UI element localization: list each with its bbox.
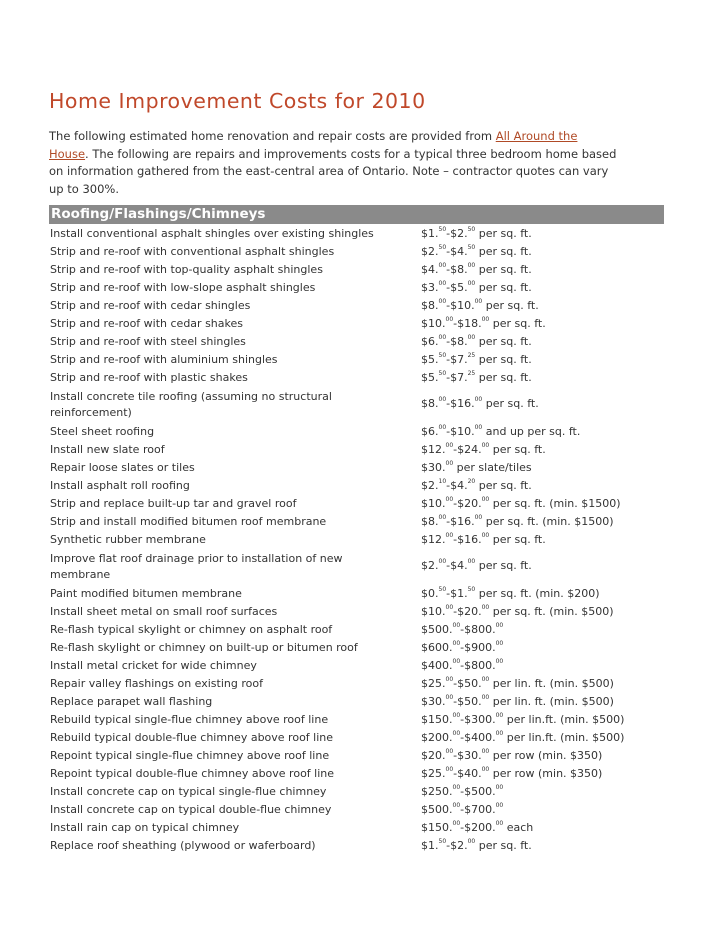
item-description: Install concrete cap on typical single-flue chimney	[50, 785, 327, 798]
item-description: Strip and re-roof with plastic shakes	[50, 371, 248, 384]
item-cost	[421, 317, 546, 330]
item-cost	[421, 695, 614, 708]
item-cost	[421, 263, 532, 276]
cost-text: $12.	[421, 443, 446, 456]
cost-text: $2.	[421, 559, 439, 572]
item-cost	[421, 461, 532, 474]
cost-cents: 00	[445, 460, 454, 467]
cost-cents: 00	[438, 298, 447, 305]
table-row	[49, 639, 664, 657]
item-description: Rebuild typical double-flue chimney above roof line	[50, 731, 334, 744]
item-description: Install sheet metal on small roof surfaces	[50, 605, 278, 618]
cost-text: -$10.	[446, 299, 475, 312]
cost-cents: 00	[481, 496, 490, 503]
cost-text: -$16.	[446, 397, 475, 410]
item-cost	[421, 587, 600, 600]
cost-text: per sq. ft.	[475, 227, 532, 240]
table-row	[49, 387, 664, 423]
cost-cents: 50	[467, 226, 476, 233]
cost-cents: 10	[438, 478, 447, 485]
cost-text: $8.	[421, 397, 439, 410]
cost-cents: 00	[481, 766, 490, 773]
intro-line-2	[49, 146, 669, 164]
cost-text: $3.	[421, 281, 439, 294]
item-cost	[421, 659, 503, 672]
cost-text: each	[503, 821, 534, 834]
cost-text: -$8.	[446, 335, 468, 348]
cost-cents: 00	[445, 604, 454, 611]
cost-cents: 00	[445, 748, 454, 755]
cost-cents: 50	[467, 586, 476, 593]
item-cost	[421, 785, 503, 798]
item-cost	[421, 353, 532, 366]
cost-cents: 00	[445, 532, 454, 539]
item-description: Repoint typical double-flue chimney above roof line	[50, 767, 335, 780]
item-cost	[421, 731, 624, 744]
cost-text: -$5.	[446, 281, 468, 294]
cost-text: $25.	[421, 677, 446, 690]
cost-text: $1.	[421, 227, 439, 240]
cost-text: -$900.	[460, 641, 496, 654]
item-cost	[421, 425, 580, 438]
cost-cents: 00	[438, 396, 447, 403]
cost-text: per sq. ft.	[482, 299, 539, 312]
table-row	[49, 225, 664, 243]
item-description: Repair valley flashings on existing roof	[50, 677, 263, 690]
item-cost	[421, 497, 621, 510]
section-header	[49, 205, 664, 224]
cost-text: -$50.	[453, 695, 482, 708]
cost-text: per sq. ft.	[482, 397, 539, 410]
intro-text-2: . The following are repairs and improvements costs for a typical three bedroom home based	[85, 146, 617, 161]
item-description: Strip and re-roof with cedar shakes	[50, 317, 243, 330]
item-cost	[421, 299, 539, 312]
cost-text: -$500.	[460, 785, 496, 798]
item-cost	[421, 281, 532, 294]
cost-text: -$200.	[460, 821, 496, 834]
cost-cents: 00	[481, 676, 490, 683]
cost-text: $10.	[421, 605, 446, 618]
cost-text: $6.	[421, 425, 439, 438]
cost-cents: 00	[438, 514, 447, 521]
cost-text: per sq. ft. (min. $1500)	[482, 515, 614, 528]
cost-cents: 00	[495, 640, 504, 647]
cost-text: per sq. ft.	[475, 839, 532, 852]
cost-text: per sq. ft.	[475, 263, 532, 276]
cost-text: per row (min. $350)	[489, 749, 603, 762]
table-row	[49, 477, 664, 495]
cost-cents: 00	[445, 766, 454, 773]
table-row	[49, 495, 664, 513]
table-row	[49, 819, 664, 837]
cost-cents: 50	[438, 586, 447, 593]
cost-table	[49, 225, 664, 855]
cost-text: -$30.	[453, 749, 482, 762]
cost-cents: 00	[467, 334, 476, 341]
cost-text: -$20.	[453, 497, 482, 510]
item-cost	[421, 533, 546, 546]
cost-cents: 00	[438, 424, 447, 431]
cost-cents: 50	[438, 838, 447, 845]
item-cost	[421, 335, 532, 348]
cost-cents: 00	[467, 262, 476, 269]
cost-text: per sq. ft.	[475, 479, 532, 492]
table-row	[49, 369, 664, 387]
cost-cents: 00	[495, 622, 504, 629]
cost-cents: 00	[452, 640, 461, 647]
item-description: Paint modified bitumen membrane	[50, 587, 242, 600]
cost-text: $2.	[421, 245, 439, 258]
item-cost	[421, 767, 602, 780]
cost-cents: 00	[452, 784, 461, 791]
cost-cents: 50	[438, 226, 447, 233]
cost-cents: 00	[438, 280, 447, 287]
cost-cents: 00	[445, 316, 454, 323]
item-description: Rebuild typical single-flue chimney above roof line	[50, 713, 329, 726]
cost-cents: 00	[467, 280, 476, 287]
intro-text-1: The following estimated home renovation and repair costs are provided from	[49, 129, 496, 143]
cost-cents: 00	[452, 730, 461, 737]
item-cost	[421, 839, 532, 852]
cost-cents: 00	[452, 622, 461, 629]
cost-text: $200.	[421, 731, 453, 744]
item-description: Replace roof sheathing (plywood or waferboard)	[50, 839, 316, 852]
cost-text: per sq. ft.	[489, 443, 546, 456]
cost-text: $400.	[421, 659, 453, 672]
item-cost	[421, 641, 503, 654]
intro-line-1	[49, 128, 669, 146]
cost-text: -$300.	[460, 713, 496, 726]
cost-text: per lin. ft. (min. $500)	[489, 677, 614, 690]
item-cost	[421, 623, 503, 636]
table-row	[49, 837, 664, 855]
cost-text: -$7.	[446, 371, 468, 384]
cost-text: -$4.	[446, 245, 468, 258]
cost-text: -$2.	[446, 839, 468, 852]
cost-text: per sq. ft. (min. $500)	[489, 605, 614, 618]
page-title: Home Improvement Costs for 2010	[49, 89, 426, 113]
table-row	[49, 333, 664, 351]
cost-cents: 50	[438, 244, 447, 251]
cost-cents: 00	[467, 558, 476, 565]
cost-text: per lin.ft. (min. $500)	[503, 713, 625, 726]
item-cost	[421, 677, 614, 690]
table-row	[49, 729, 664, 747]
cost-text: $5.	[421, 353, 439, 366]
cost-cents: 00	[481, 316, 490, 323]
item-description: Strip and re-roof with cedar shingles	[50, 299, 251, 312]
cost-cents: 50	[438, 370, 447, 377]
cost-text: -$16.	[446, 515, 475, 528]
cost-cents: 50	[467, 244, 476, 251]
cost-text: -$18.	[453, 317, 482, 330]
item-cost	[421, 713, 624, 726]
cost-text: $8.	[421, 515, 439, 528]
cost-cents: 00	[495, 820, 504, 827]
item-cost	[421, 515, 614, 528]
item-description: Install new slate roof	[50, 443, 165, 456]
item-description: Strip and re-roof with aluminium shingles	[50, 353, 278, 366]
intro-line-4: up to 300%.	[49, 181, 119, 196]
cost-text: -$2.	[446, 227, 468, 240]
cost-text: $30.	[421, 695, 446, 708]
table-row	[49, 243, 664, 261]
cost-cents: 00	[481, 748, 490, 755]
cost-text: -$50.	[453, 677, 482, 690]
item-description: Strip and install modified bitumen roof membrane	[50, 515, 327, 528]
table-row	[49, 513, 664, 531]
cost-cents: 00	[474, 396, 483, 403]
intro-line-3: on information gathered from the east-central area of Ontario. Note – contractor quotes can vary	[49, 164, 609, 178]
cost-text: $0.	[421, 587, 439, 600]
cost-cents: 00	[438, 558, 447, 565]
item-description: Install rain cap on typical chimney	[50, 821, 240, 834]
table-row	[49, 801, 664, 819]
cost-text: per lin. ft. (min. $500)	[489, 695, 614, 708]
cost-cents: 00	[452, 802, 461, 809]
cost-text: $10.	[421, 497, 446, 510]
cost-cents: 00	[495, 712, 504, 719]
cost-text: -$7.	[446, 353, 468, 366]
cost-cents: 00	[481, 604, 490, 611]
item-cost	[421, 821, 533, 834]
cost-text: $150.	[421, 821, 453, 834]
cost-text: $600.	[421, 641, 453, 654]
cost-text: per sq. ft.	[475, 559, 532, 572]
cost-cents: 00	[438, 262, 447, 269]
cost-text: -$800.	[460, 623, 496, 636]
cost-cents: 00	[445, 676, 454, 683]
cost-text: -$40.	[453, 767, 482, 780]
table-row	[49, 531, 664, 549]
table-row	[49, 621, 664, 639]
table-row	[49, 315, 664, 333]
item-description: Strip and re-roof with low-slope asphalt shingles	[50, 281, 316, 294]
cost-text: -$400.	[460, 731, 496, 744]
table-row	[49, 747, 664, 765]
table-row	[49, 459, 664, 477]
cost-text: -$4.	[446, 559, 468, 572]
item-cost	[421, 479, 532, 492]
item-description: Install concrete tile roofing (assuming no structural reinforcement)	[50, 390, 332, 419]
source-link-continued[interactable]: House	[49, 146, 86, 161]
cost-text: $12.	[421, 533, 446, 546]
cost-cents: 00	[481, 442, 490, 449]
cost-text: per sq. ft. (min. $200)	[475, 587, 600, 600]
cost-text: -$10.	[446, 425, 475, 438]
cost-text: per sq. ft. (min. $1500)	[489, 497, 621, 510]
table-row	[49, 549, 664, 585]
section-title: Roofing/Flashings/Chimneys	[51, 206, 266, 222]
table-row	[49, 765, 664, 783]
item-description: Install metal cricket for wide chimney	[50, 659, 257, 672]
cost-cents: 00	[445, 442, 454, 449]
cost-text: per sq. ft.	[489, 317, 546, 330]
item-description: Repair loose slates or tiles	[50, 461, 195, 474]
table-row	[49, 783, 664, 801]
cost-text: $30.	[421, 461, 446, 474]
cost-text: $8.	[421, 299, 439, 312]
cost-cents: 00	[474, 514, 483, 521]
item-cost	[421, 227, 532, 240]
cost-text: per sq. ft.	[475, 371, 532, 384]
cost-text: -$1.	[446, 587, 468, 600]
cost-cents: 20	[467, 478, 476, 485]
item-description: Strip and re-roof with top-quality asphalt shingles	[50, 263, 323, 276]
cost-text: $10.	[421, 317, 446, 330]
cost-cents: 00	[452, 658, 461, 665]
cost-text: $1.	[421, 839, 439, 852]
item-description: Install asphalt roll roofing	[50, 479, 190, 492]
cost-cents: 00	[445, 496, 454, 503]
item-description: Replace parapet wall flashing	[50, 695, 213, 708]
cost-text: $250.	[421, 785, 453, 798]
item-description: Improve flat roof drainage prior to installation of new membrane	[50, 552, 343, 581]
item-description: Strip and replace built-up tar and gravel roof	[50, 497, 297, 510]
cost-text: $20.	[421, 749, 446, 762]
cost-text: -$20.	[453, 605, 482, 618]
item-description: Re-flash typical skylight or chimney on asphalt roof	[50, 623, 333, 636]
cost-text: per sq. ft.	[475, 245, 532, 258]
item-cost	[421, 245, 532, 258]
cost-cents: 25	[467, 352, 476, 359]
cost-text: $500.	[421, 803, 453, 816]
item-description: Install concrete cap on typical double-flue chimney	[50, 803, 332, 816]
cost-text: -$16.	[453, 533, 482, 546]
cost-cents: 00	[495, 784, 504, 791]
cost-cents: 00	[438, 334, 447, 341]
cost-text: -$800.	[460, 659, 496, 672]
item-description: Install conventional asphalt shingles over existing shingles	[50, 227, 374, 240]
item-description: Steel sheet roofing	[50, 425, 155, 438]
cost-cents: 00	[445, 694, 454, 701]
cost-text: per lin.ft. (min. $500)	[503, 731, 625, 744]
cost-text: $500.	[421, 623, 453, 636]
item-description: Repoint typical single-flue chimney above roof line	[50, 749, 330, 762]
cost-cents: 00	[495, 730, 504, 737]
cost-text: per slate/tiles	[453, 461, 532, 474]
cost-cents: 00	[474, 298, 483, 305]
intro-paragraph	[49, 128, 669, 198]
cost-cents: 00	[467, 838, 476, 845]
cost-cents: 50	[438, 352, 447, 359]
cost-text: -$8.	[446, 263, 468, 276]
table-row	[49, 423, 664, 441]
item-description: Strip and re-roof with conventional asphalt shingles	[50, 245, 335, 258]
cost-text: per row (min. $350)	[489, 767, 603, 780]
cost-cents: 00	[495, 802, 504, 809]
cost-cents: 00	[452, 820, 461, 827]
table-row	[49, 711, 664, 729]
item-description: Re-flash skylight or chimney on built-up or bitumen roof	[50, 641, 358, 654]
cost-cents: 00	[481, 694, 490, 701]
item-description: Synthetic rubber membrane	[50, 533, 206, 546]
table-row	[49, 441, 664, 459]
cost-text: per sq. ft.	[475, 281, 532, 294]
cost-text: per sq. ft.	[489, 533, 546, 546]
item-description: Strip and re-roof with steel shingles	[50, 335, 246, 348]
item-cost	[421, 803, 503, 816]
item-cost	[421, 397, 539, 410]
cost-text: -$4.	[446, 479, 468, 492]
cost-text: $4.	[421, 263, 439, 276]
table-row	[49, 675, 664, 693]
cost-text: and up per sq. ft.	[482, 425, 581, 438]
table-row	[49, 351, 664, 369]
source-link[interactable]: All Around the	[495, 129, 578, 143]
cost-text: $5.	[421, 371, 439, 384]
table-row	[49, 297, 664, 315]
table-row	[49, 603, 664, 621]
cost-text: -$24.	[453, 443, 482, 456]
table-row	[49, 261, 664, 279]
item-cost	[421, 559, 532, 572]
cost-cents: 00	[495, 658, 504, 665]
item-cost	[421, 605, 614, 618]
cost-text: per sq. ft.	[475, 335, 532, 348]
item-cost	[421, 443, 546, 456]
cost-text: -$700.	[460, 803, 496, 816]
cost-text: $6.	[421, 335, 439, 348]
cost-cents: 00	[474, 424, 483, 431]
table-row	[49, 693, 664, 711]
cost-cents: 25	[467, 370, 476, 377]
table-row	[49, 657, 664, 675]
cost-cents: 00	[481, 532, 490, 539]
cost-text: per sq. ft.	[475, 353, 532, 366]
table-row	[49, 585, 664, 603]
cost-text: $150.	[421, 713, 453, 726]
cost-text: $25.	[421, 767, 446, 780]
item-cost	[421, 749, 602, 762]
table-row	[49, 279, 664, 297]
cost-cents: 00	[452, 712, 461, 719]
cost-text: $2.	[421, 479, 439, 492]
item-cost	[421, 371, 532, 384]
